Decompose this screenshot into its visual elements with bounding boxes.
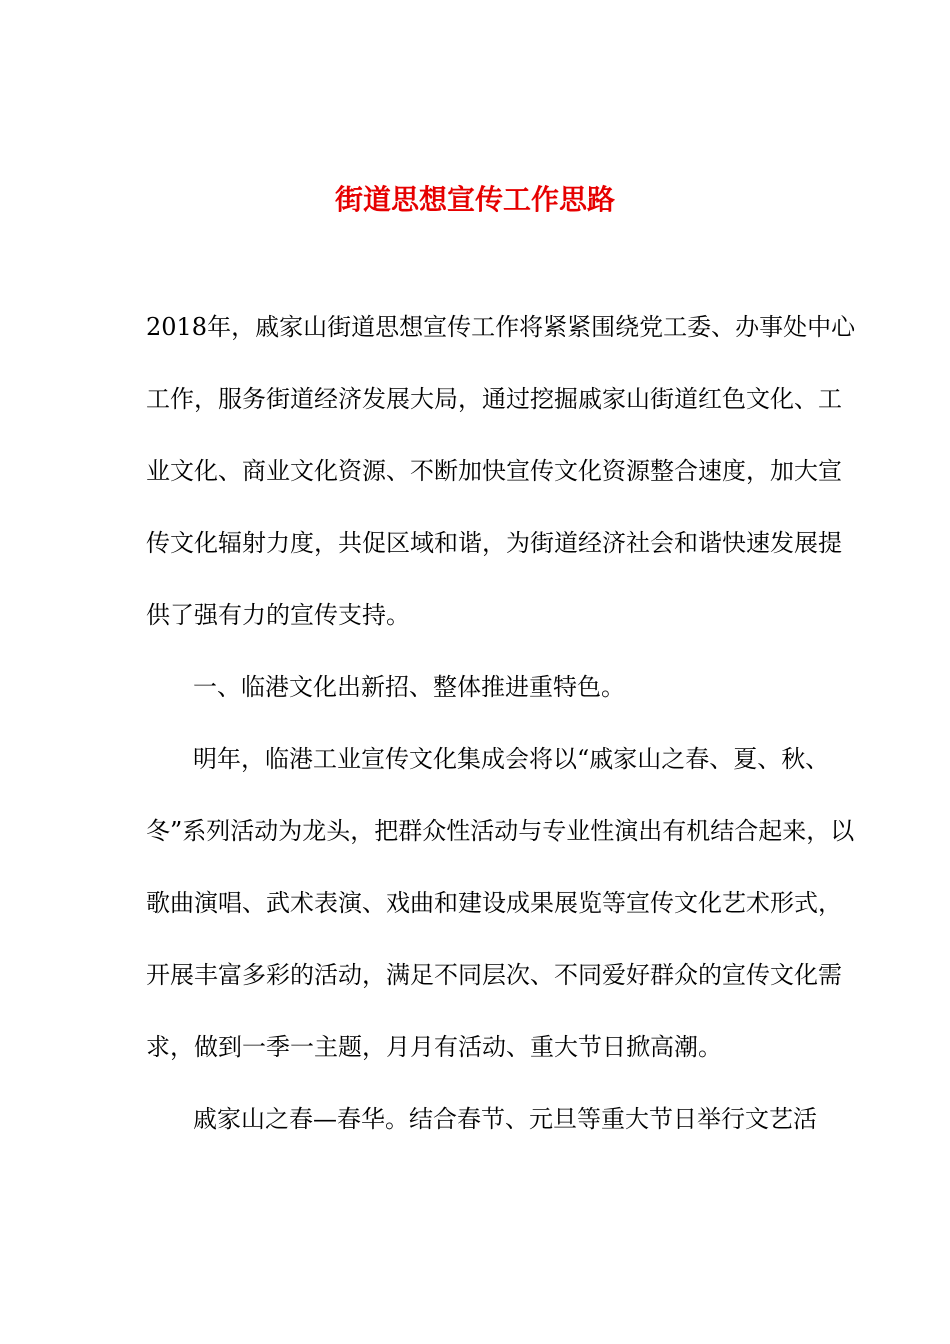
section-heading: 一、临港文化出新招、整体推进重特色。 [193, 673, 625, 701]
body-line: 工作，服务街道经济发展大局，通过挖掘戚家山街道红色文化、工 [146, 385, 842, 413]
body-line: 2018年，戚家山街道思想宣传工作将紧紧围绕党工委、办事处中心 [146, 313, 856, 341]
body-line: 供了强有力的宣传支持。 [146, 601, 410, 629]
document-title: 街道思想宣传工作思路 [334, 183, 615, 216]
body-line: 开展丰富多彩的活动，满足不同层次、不同爱好群众的宣传文化需 [146, 961, 842, 989]
body-line: 戚家山之春—春华。结合春节、元旦等重大节日举行文艺活 [193, 1105, 817, 1133]
body-line: 业文化、商业文化资源、不断加快宣传文化资源整合速度，加大宣 [146, 457, 842, 485]
body-line: 冬”系列活动为龙头，把群众性活动与专业性演出有机结合起来，以 [146, 817, 855, 845]
body-line: 明年，临港工业宣传文化集成会将以“戚家山之春、夏、秋、 [193, 745, 830, 773]
body-line: 传文化辐射力度，共促区域和谐，为街道经济社会和谐快速发展提 [146, 529, 842, 557]
body-line: 歌曲演唱、武术表演、戏曲和建设成果展览等宣传文化艺术形式， [146, 889, 842, 917]
body-line: 求，做到一季一主题，月月有活动、重大节日掀高潮。 [146, 1033, 722, 1061]
